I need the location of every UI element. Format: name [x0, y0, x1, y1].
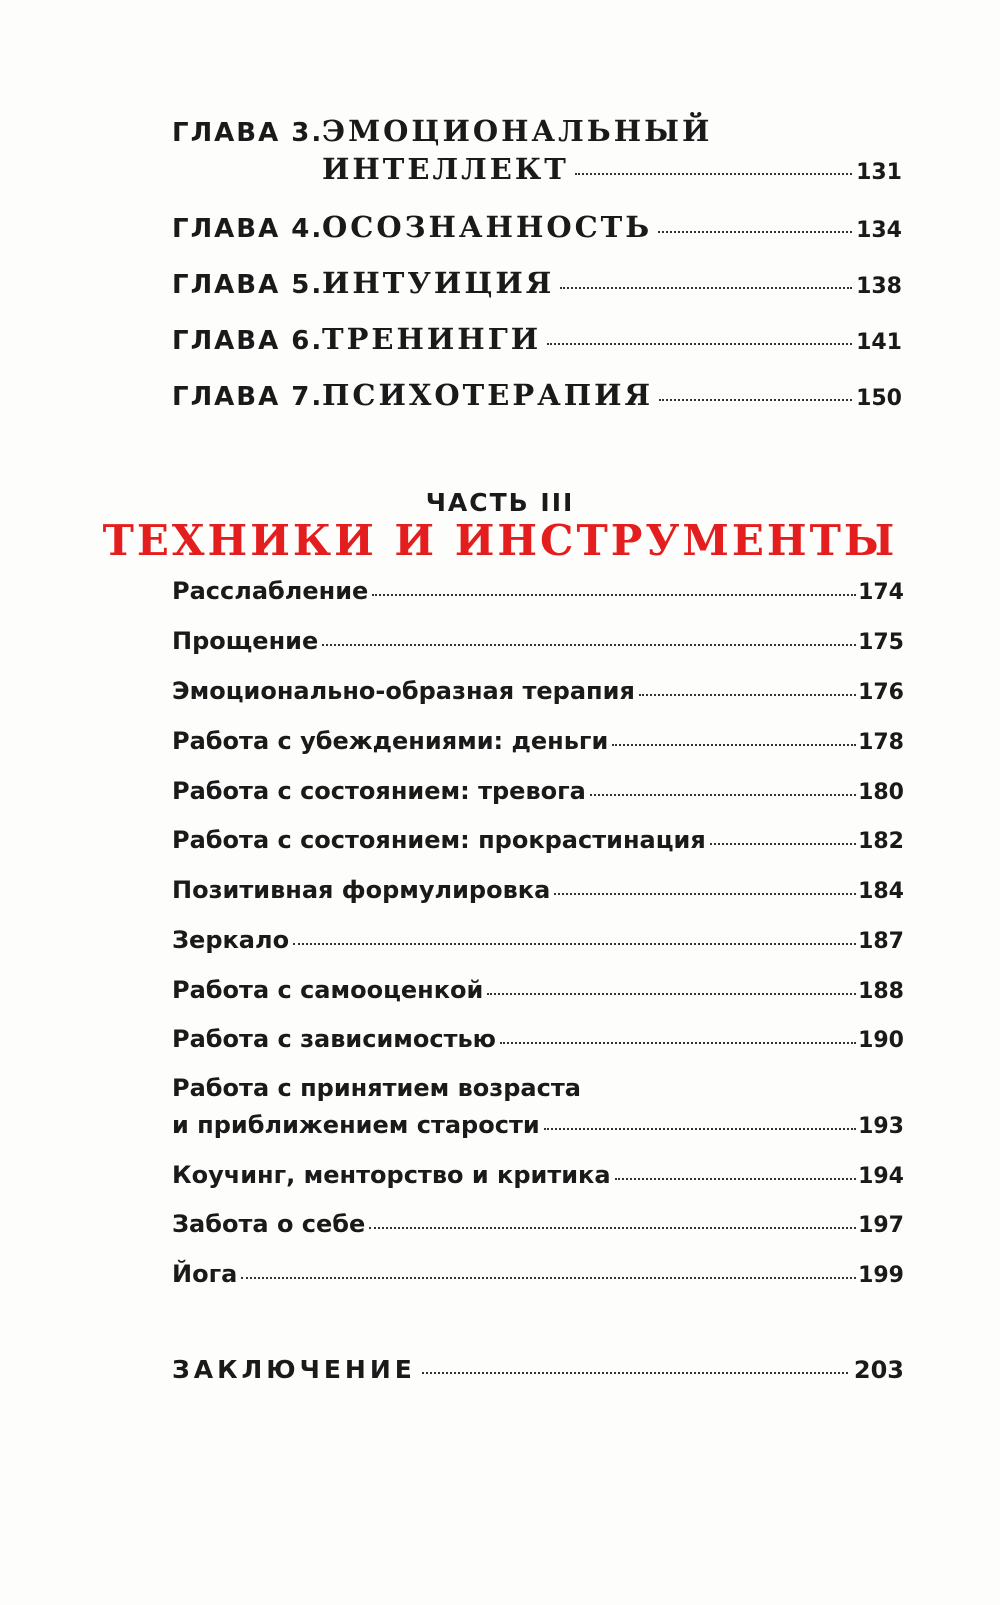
- chapter-label: ГЛАВА 7.: [172, 382, 324, 412]
- toc-chapter-3-continued[interactable]: [322, 152, 902, 186]
- chapter-title-line1: ЭМОЦИОНАЛЬНЫЙ: [322, 114, 713, 148]
- toc-entry[interactable]: [172, 1025, 904, 1053]
- entry-title: Йога: [172, 1260, 238, 1288]
- page-number: 138: [856, 274, 902, 299]
- entry-title: Работа с состоянием: прокрастинация: [172, 826, 706, 854]
- page-number: 203: [853, 1356, 904, 1384]
- toc-entry[interactable]: [172, 777, 904, 805]
- page-number: 194: [858, 1164, 904, 1189]
- page-number: 190: [858, 1028, 904, 1053]
- entry-title: Коучинг, менторство и критика: [172, 1161, 611, 1189]
- dot-leader: [544, 1128, 856, 1130]
- toc-entry[interactable]: [172, 627, 904, 655]
- dot-leader: [639, 694, 856, 696]
- entry-title: Позитивная формулировка: [172, 876, 551, 904]
- toc-entry[interactable]: [172, 976, 904, 1004]
- dot-leader: [547, 343, 852, 345]
- dot-leader: [658, 231, 852, 233]
- entry-title: Работа с состоянием: тревога: [172, 777, 586, 805]
- dot-leader: [560, 287, 852, 289]
- page-number: 187: [858, 929, 904, 954]
- dot-leader: [241, 1277, 856, 1279]
- dot-leader: [590, 794, 856, 796]
- page-number: 182: [858, 829, 904, 854]
- page-number: 134: [856, 218, 902, 243]
- chapter-title: ОСОЗНАННОСТЬ: [322, 210, 653, 244]
- entry-title: Работа с самооценкой: [172, 976, 484, 1004]
- dot-leader: [487, 993, 856, 995]
- entry-title: Расслабление: [172, 577, 369, 605]
- dot-leader: [659, 399, 852, 401]
- dot-leader: [554, 893, 856, 895]
- toc-entry[interactable]: [172, 876, 904, 904]
- entry-title-line2: и приближением старости: [172, 1111, 540, 1139]
- dot-leader: [372, 594, 856, 596]
- dot-leader: [575, 173, 852, 175]
- entry-title: Зеркало: [172, 926, 290, 954]
- toc-chapter-5[interactable]: [172, 266, 902, 300]
- dot-leader: [422, 1372, 848, 1374]
- page-number: 174: [858, 580, 904, 605]
- part-title: ТЕХНИКИ И ИНСТРУМЕНТЫ: [102, 516, 898, 565]
- dot-leader: [500, 1042, 856, 1044]
- toc-conclusion[interactable]: [172, 1355, 904, 1384]
- page-number: 178: [858, 730, 904, 755]
- chapter-title: ТРЕНИНГИ: [322, 322, 542, 356]
- toc-entry[interactable]: [172, 1260, 904, 1288]
- page-number: 141: [856, 330, 902, 355]
- page-number: 180: [858, 780, 904, 805]
- dot-leader: [710, 843, 856, 845]
- chapter-title: ИНТУИЦИЯ: [322, 266, 555, 300]
- dot-leader: [369, 1227, 856, 1229]
- chapter-label: ГЛАВА 6.: [172, 326, 324, 356]
- toc-entry[interactable]: [172, 1161, 904, 1189]
- page-number: 176: [858, 680, 904, 705]
- toc-chapter-7[interactable]: [172, 378, 902, 412]
- toc-chapter-6[interactable]: [172, 322, 902, 356]
- page-number: 199: [858, 1263, 904, 1288]
- chapter-title: ПСИХОТЕРАПИЯ: [322, 378, 654, 412]
- page-number: 197: [858, 1213, 904, 1238]
- page-number: 188: [858, 979, 904, 1004]
- entry-title-line1[interactable]: Работа с принятием возраста: [172, 1074, 581, 1102]
- entry-title: Забота о себе: [172, 1210, 366, 1238]
- conclusion-title: ЗАКЛЮЧЕНИЕ: [172, 1355, 416, 1384]
- chapter-label: ГЛАВА 5.: [172, 270, 324, 300]
- chapter-label: ГЛАВА 3.: [172, 118, 324, 148]
- toc-entry[interactable]: [172, 677, 904, 705]
- page-number: 184: [858, 879, 904, 904]
- toc-entry[interactable]: [172, 826, 904, 854]
- page-number: 175: [858, 630, 904, 655]
- page-number: 193: [858, 1114, 904, 1139]
- dot-leader: [615, 1178, 857, 1180]
- toc-entry[interactable]: [172, 1210, 904, 1238]
- entry-title: Работа с убеждениями: деньги: [172, 727, 609, 755]
- page-number: 131: [856, 160, 902, 185]
- toc-entry[interactable]: [172, 1111, 904, 1139]
- toc-chapter-4[interactable]: [172, 210, 902, 244]
- toc-entry[interactable]: [172, 727, 904, 755]
- chapter-label: ГЛАВА 4.: [172, 214, 324, 244]
- part-label: ЧАСТЬ III: [425, 488, 575, 517]
- page-number: 150: [856, 386, 902, 411]
- entry-title: Работа с зависимостью: [172, 1025, 497, 1053]
- toc-entry[interactable]: [172, 577, 904, 605]
- dot-leader: [293, 943, 856, 945]
- chapter-title-line2: ИНТЕЛЛЕКТ: [322, 152, 569, 186]
- dot-leader: [612, 744, 856, 746]
- toc-chapter-3[interactable]: [172, 114, 902, 148]
- toc-entry[interactable]: [172, 926, 904, 954]
- entry-title: Эмоционально-образная терапия: [172, 677, 635, 705]
- entry-title: Прощение: [172, 627, 319, 655]
- dot-leader: [322, 644, 856, 646]
